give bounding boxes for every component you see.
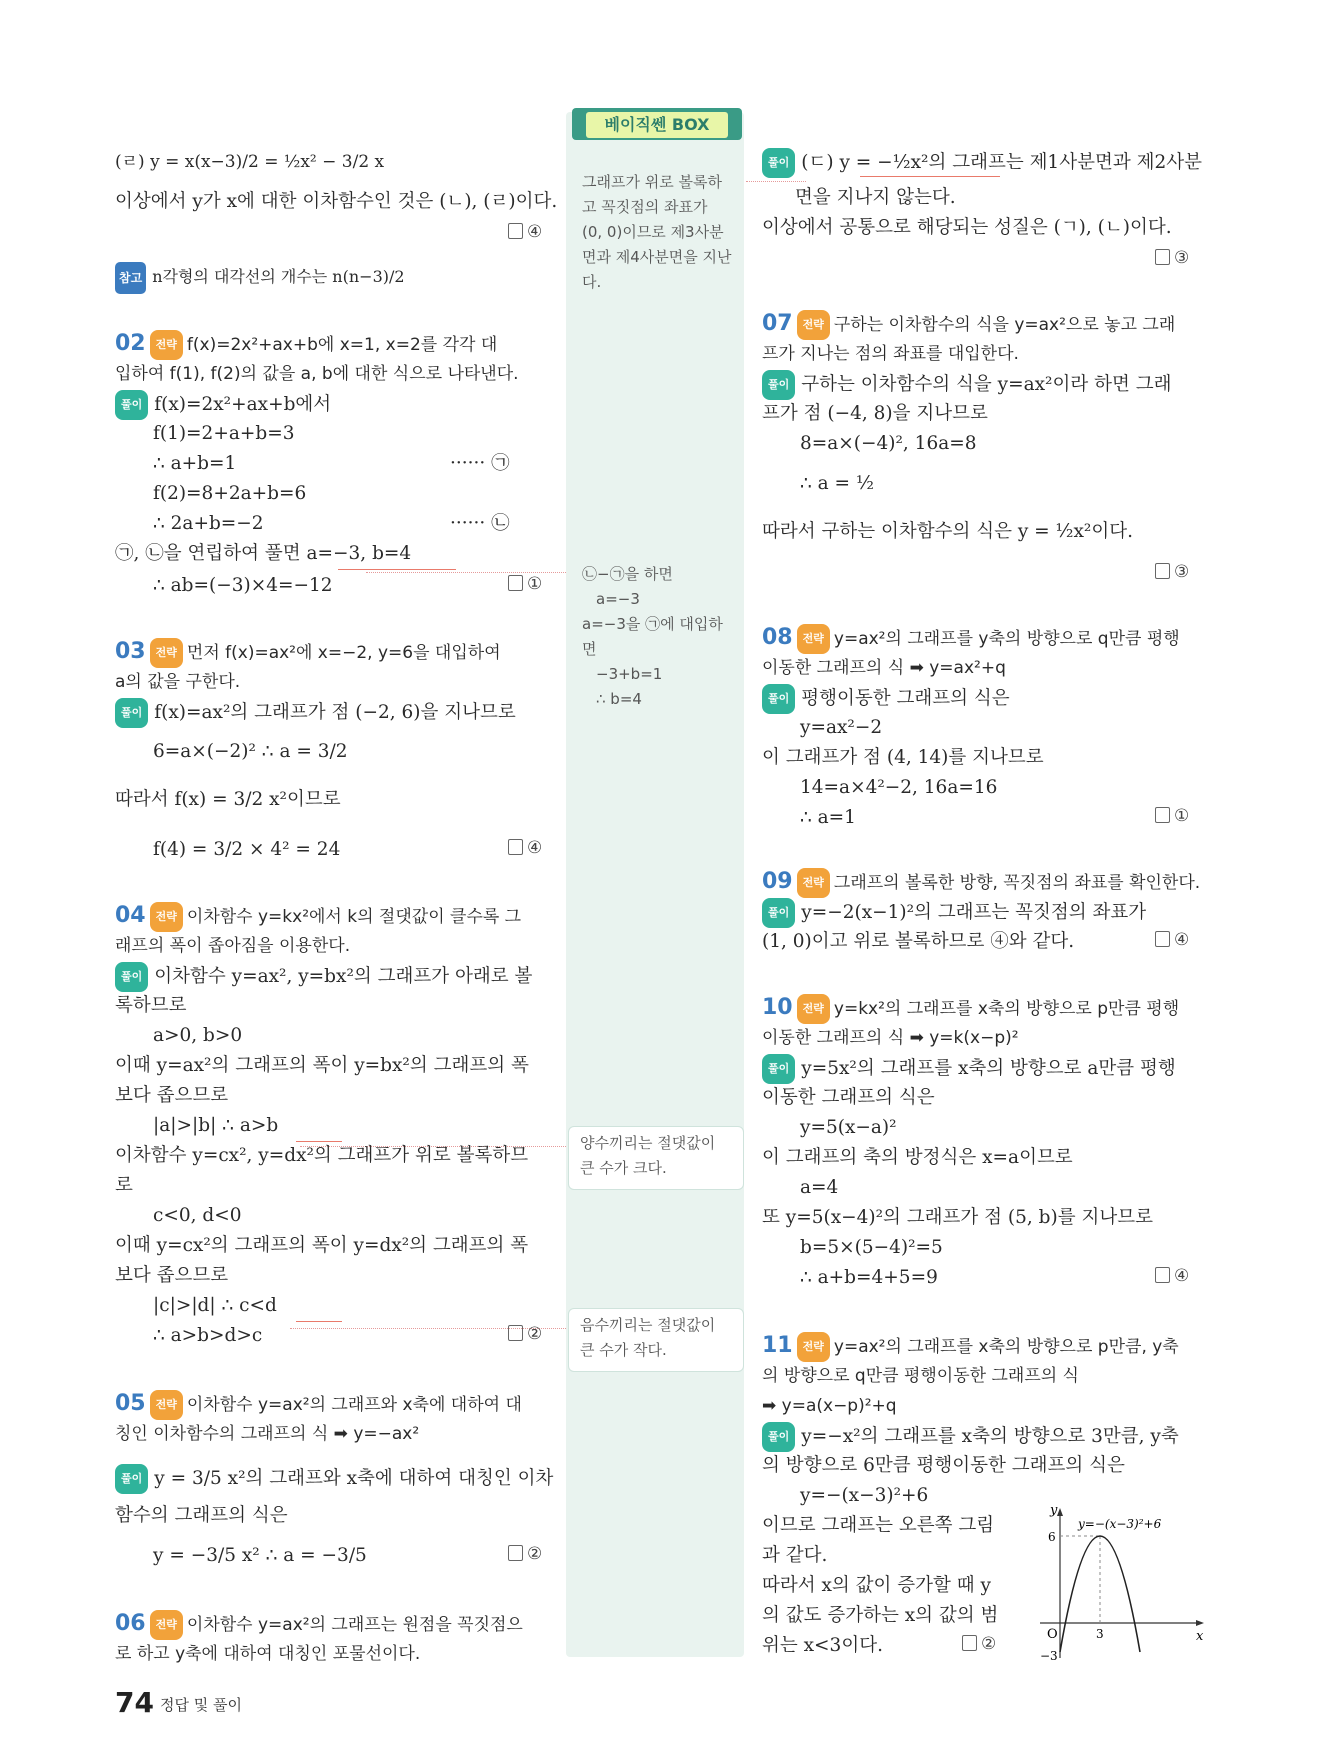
q04-step: 이때 y=cx²의 그래프의 폭이 y=dx²의 그래프의 폭 <box>115 1235 529 1256</box>
graph-origin-label: O <box>1047 1627 1058 1642</box>
q03-strategy-2: a의 값을 구한다. <box>115 672 241 692</box>
r-step: 이상에서 공통으로 해당되는 성질은 (ㄱ), (ㄴ)이다. <box>762 217 1172 238</box>
q05-step: 함수의 그래프의 식은 <box>115 1505 288 1526</box>
q04-solution: 풀이 이차함수 y=ax², y=bx²의 그래프가 아래로 볼 <box>115 962 532 992</box>
note-badge: 참고 <box>115 262 146 294</box>
q11-step: 따라서 x의 값이 증가할 때 y <box>762 1575 991 1596</box>
page-number: 74 <box>115 1686 154 1719</box>
q05-strategy-2: 칭인 이차함수의 그래프의 식 ➡ y=−ax² <box>115 1424 420 1444</box>
connector-line <box>746 181 806 182</box>
q11-step: 이므로 그래프는 오른쪽 그림 <box>762 1515 995 1536</box>
q02-step: ∴ ab=(−3)×4=−12 <box>153 575 333 596</box>
q11-strategy-2: 의 방향으로 q만큼 평행이동한 그래프의 식 <box>762 1366 1079 1386</box>
q11-step: y=−(x−3)²+6 <box>800 1485 929 1506</box>
answer-mark: ② <box>508 1324 542 1344</box>
q08-step: ∴ a=1 <box>800 807 856 828</box>
q02-ref: ······ ㉠ <box>450 453 510 474</box>
q04-step: 보다 좁으므로 <box>115 1265 229 1286</box>
connector-line <box>366 572 566 573</box>
q11-step: 의 방향으로 6만큼 평행이동한 그래프의 식은 <box>762 1455 1125 1476</box>
sidebar-card-negative-text: 음수끼리는 절댓값이 큰 수가 작다. <box>580 1316 716 1359</box>
answer-mark: ③ <box>1155 562 1189 582</box>
q06-header: 06 전략 이차함수 y=ax²의 그래프는 원점을 꼭짓점으 <box>115 1610 523 1640</box>
q08-solution: 풀이 평행이동한 그래프의 식은 <box>762 684 1010 714</box>
note-line: 참고 n각형의 대각선의 개수는 n(n−3)/2 <box>115 262 405 294</box>
answer-mark: ④ <box>508 838 542 858</box>
q07-step: ∴ a = ½ <box>800 473 874 494</box>
q08-header: 08 전략 y=ax²의 그래프를 y축의 방향으로 q만큼 평행 <box>762 624 1180 654</box>
q02-strategy-2: 입하여 f(1), f(2)의 값을 a, b에 대한 식으로 나타낸다. <box>115 364 519 384</box>
q03-step: 따라서 f(x) = 3/2 x²이므로 <box>115 789 341 810</box>
q02-solution: 풀이 f(x)=2x²+ax+b에서 <box>115 390 331 420</box>
x-axis-arrow <box>1196 1620 1204 1626</box>
text-line: 이상에서 y가 x에 대한 이차함수인 것은 (ㄴ), (ㄹ)이다. <box>115 191 558 212</box>
q03-step: 6=a×(−2)² ∴ a = 3/2 <box>153 741 348 762</box>
highlight-underline <box>296 1321 342 1322</box>
answer-mark: ① <box>508 574 542 594</box>
answer-mark: ① <box>1155 806 1189 826</box>
q10-step: y=5(x−a)² <box>800 1117 897 1138</box>
highlight-underline <box>860 176 1000 177</box>
q11-strategy-3: ➡ y=a(x−p)²+q <box>762 1396 897 1416</box>
q11-step: 위는 x<3이다. <box>762 1635 883 1656</box>
q04-step: |a|>|b| ∴ a>b <box>153 1115 279 1136</box>
q11-solution: 풀이 y=−x²의 그래프를 x축의 방향으로 3만큼, y축 <box>762 1422 1179 1452</box>
q07-step: 따라서 구하는 이차함수의 식은 y = ½x²이다. <box>762 521 1133 542</box>
graph-tick-3: 3 <box>1096 1627 1104 1641</box>
r-solution: 풀이 (ㄷ) y = −½x²의 그래프는 제1사분면과 제2사분 <box>762 148 1202 178</box>
q02-step: f(2)=8+2a+b=6 <box>153 483 307 504</box>
basic-box-sidebar <box>566 112 744 1657</box>
q04-step: 이때 y=ax²의 그래프의 폭이 y=bx²의 그래프의 폭 <box>115 1055 529 1076</box>
q04-step: ∴ a>b>d>c <box>153 1325 263 1346</box>
q02-step: f(1)=2+a+b=3 <box>153 423 295 444</box>
q10-step: 이 그래프의 축의 방정식은 x=a이므로 <box>762 1147 1073 1168</box>
q07-solution: 풀이 구하는 이차함수의 식을 y=ax²이라 하면 그래 <box>762 370 1171 400</box>
r-step: 면을 지나지 않는다. <box>795 187 956 208</box>
q04-step: a>0, b>0 <box>153 1025 243 1046</box>
q05-step: y = −3/5 x² ∴ a = −3/5 <box>153 1545 367 1566</box>
q03-solution: 풀이 f(x)=ax²의 그래프가 점 (−2, 6)을 지나므로 <box>115 698 516 728</box>
q08-step: 이 그래프가 점 (4, 14)를 지나므로 <box>762 747 1044 768</box>
q02-step: ∴ a+b=1 <box>153 453 237 474</box>
q10-step: 또 y=5(x−4)²의 그래프가 점 (5, b)를 지나므로 <box>762 1207 1153 1228</box>
graph-x-label: x <box>1196 1629 1204 1644</box>
sidebar-note-1: 그래프가 위로 볼록하 고 꼭짓점의 좌표가 (0, 0)이므로 제3사분 면과 제4사분면을 지난 다. <box>582 173 732 291</box>
q07-step: 프가 점 (−4, 8)을 지나므로 <box>762 403 988 424</box>
q03-header: 03 전략 먼저 f(x)=ax²에 x=−2, y=6을 대입하여 <box>115 638 501 668</box>
q04-step: 록하므로 <box>115 995 187 1016</box>
q09-header: 09 전략 그래프의 볼록한 방향, 꼭짓점의 좌표를 확인한다. <box>762 868 1200 898</box>
footer-title: 정답 및 풀이 <box>160 1696 242 1714</box>
q08-step: 14=a×4²−2, 16a=16 <box>800 777 998 798</box>
q04-step: 이차함수 y=cx², y=dx²의 그래프가 위로 볼록하므 <box>115 1145 529 1166</box>
q04-step: |c|>|d| ∴ c<d <box>153 1295 277 1316</box>
parabola-graph <box>1030 1500 1210 1670</box>
q10-strategy-2: 이동한 그래프의 식 ➡ y=k(x−p)² <box>762 1028 1019 1048</box>
q08-step: y=ax²−2 <box>800 717 883 738</box>
graph-y-label: y <box>1050 1503 1058 1518</box>
answer-mark: ④ <box>508 222 542 242</box>
q04-strategy-2: 래프의 폭이 좁아짐을 이용한다. <box>115 936 351 956</box>
q07-header: 07 전략 구하는 이차함수의 식을 y=ax²으로 놓고 그래 <box>762 310 1175 340</box>
expr-line: (ㄹ) y = x(x−3)/2 = ½x² − 3/2 x <box>115 152 385 172</box>
q10-header: 10 전략 y=kx²의 그래프를 x축의 방향으로 p만큼 평행 <box>762 994 1179 1024</box>
q02-header: 02 전략 f(x)=2x²+ax+b에 x=1, x=2를 각각 대 <box>115 330 497 360</box>
highlight-underline <box>338 569 456 570</box>
q07-step: 8=a×(−4)², 16a=8 <box>800 433 977 454</box>
q03-step: f(4) = 3/2 × 4² = 24 <box>153 839 341 860</box>
q11-step: 의 값도 증가하는 x의 값의 범 <box>762 1605 999 1626</box>
q09-solution: 풀이 y=−2(x−1)²의 그래프는 꼭짓점의 좌표가 <box>762 898 1146 928</box>
q10-solution: 풀이 y=5x²의 그래프를 x축의 방향으로 a만큼 평행 <box>762 1054 1176 1084</box>
q04-step: 로 <box>115 1175 133 1196</box>
q05-solution: 풀이 y = 3/5 x²의 그래프와 x축에 대하여 대칭인 이차 <box>115 1464 553 1494</box>
q10-step: b=5×(5−4)²=5 <box>800 1237 943 1258</box>
sidebar-title: 베이직쎈 BOX <box>586 112 728 138</box>
q04-step: 보다 좁으므로 <box>115 1085 229 1106</box>
q05-header: 05 전략 이차함수 y=ax²의 그래프와 x축에 대하여 대 <box>115 1390 522 1420</box>
q10-step: a=4 <box>800 1177 839 1198</box>
q02-step: ∴ 2a+b=−2 <box>153 513 264 534</box>
answer-mark: ④ <box>1155 930 1189 950</box>
graph-tick-6: 6 <box>1048 1530 1056 1544</box>
q04-step: c<0, d<0 <box>153 1205 242 1226</box>
q06-strategy-2: 로 하고 y축에 대하여 대칭인 포물선이다. <box>115 1644 421 1664</box>
q02-step: ㉠, ㉡을 연립하여 풀면 a=−3, b=4 <box>115 543 412 564</box>
sidebar-card-positive-text: 양수끼리는 절댓값이 큰 수가 크다. <box>580 1134 716 1177</box>
answer-mark: ② <box>508 1544 542 1564</box>
q07-strategy-2: 프가 지나는 점의 좌표를 대입한다. <box>762 344 1019 364</box>
q08-strategy-2: 이동한 그래프의 식 ➡ y=ax²+q <box>762 658 1006 678</box>
q04-header: 04 전략 이차함수 y=kx²에서 k의 절댓값이 클수록 그 <box>115 902 521 932</box>
q11-header: 11 전략 y=ax²의 그래프를 x축의 방향으로 p만큼, y축 <box>762 1332 1179 1362</box>
sidebar-note-2: ㉡−㉠을 하면 a=−3 a=−3을 ㉠에 대입하 면 −3+b=1 ∴ b=4 <box>582 565 723 708</box>
graph-equation-label: y=−(x−3)²+6 <box>1078 1517 1162 1531</box>
q11-step: 과 같다. <box>762 1545 828 1566</box>
q02-ref: ······ ㉡ <box>450 513 510 534</box>
answer-mark: ④ <box>1155 1266 1189 1286</box>
answer-mark: ② <box>962 1634 996 1654</box>
q10-step: 이동한 그래프의 식은 <box>762 1087 935 1108</box>
y-axis-arrow <box>1057 1508 1063 1516</box>
q09-step: (1, 0)이고 위로 볼록하므로 ④와 같다. <box>762 931 1075 952</box>
answer-mark: ③ <box>1155 248 1189 268</box>
graph-tick-neg3: −3 <box>1040 1649 1058 1663</box>
q10-step: ∴ a+b=4+5=9 <box>800 1267 938 1288</box>
